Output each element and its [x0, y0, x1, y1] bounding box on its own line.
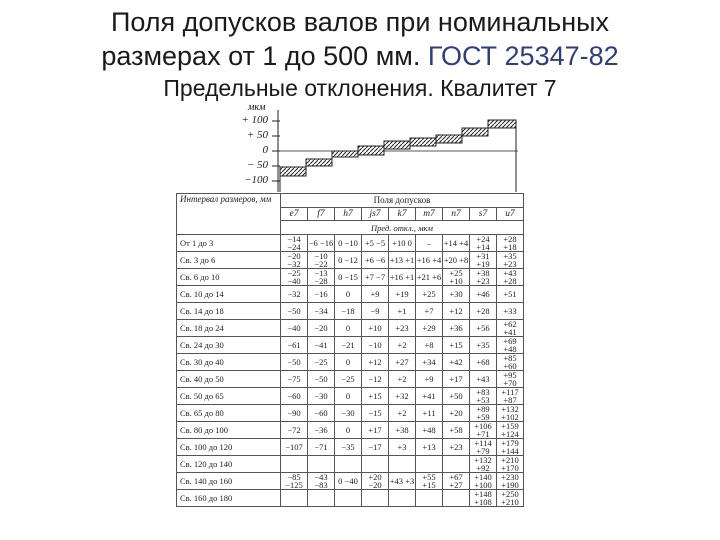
deviation-cell: +25	[416, 286, 443, 303]
row-size-interval: Св. 50 до 65	[177, 388, 281, 405]
deviation-cell	[416, 456, 443, 473]
deviation-cell: −43 −83	[308, 473, 335, 490]
zone-u7	[488, 120, 516, 128]
deviation-cell: −15	[362, 405, 389, 422]
deviation-cell: +48	[416, 422, 443, 439]
table-row	[177, 286, 524, 303]
deviation-cell: +2	[389, 405, 416, 422]
deviation-cell: +28	[470, 303, 497, 320]
deviation-cell: +148 +108	[470, 490, 497, 507]
deviation-cell: 0	[335, 422, 362, 439]
zone-h7	[332, 151, 358, 157]
row-size-interval: Св. 30 до 40	[177, 354, 281, 371]
table-body	[177, 235, 524, 507]
column-header-js7: js7	[362, 207, 389, 221]
deviation-cell: +2	[389, 337, 416, 354]
header-deviations: Пред. откл., мкм	[281, 221, 524, 235]
row-size-interval: Св. 80 до 100	[177, 422, 281, 439]
table-row	[177, 388, 524, 405]
deviation-cell: −40	[281, 320, 308, 337]
table-row	[177, 371, 524, 388]
deviation-cell: +38	[389, 422, 416, 439]
deviation-cell: −17	[362, 439, 389, 456]
deviation-cell: −14 −24	[281, 235, 308, 252]
subtitle: Предельные отклонения. Квалитет 7	[163, 75, 557, 101]
row-size-interval: Св. 160 до 180	[177, 490, 281, 507]
column-header-m7: m7	[416, 207, 443, 221]
row-size-interval: Св. 100 до 120	[177, 439, 281, 456]
deviation-cell: −30	[335, 405, 362, 422]
deviation-cell: +89 +59	[470, 405, 497, 422]
table-row	[177, 269, 524, 286]
deviation-cell: +27	[389, 354, 416, 371]
deviation-cell: −50	[281, 303, 308, 320]
column-header-f7: f7	[308, 207, 335, 221]
deviation-cell: −72	[281, 422, 308, 439]
deviation-cell: +41	[416, 388, 443, 405]
deviation-cell	[281, 490, 308, 507]
deviation-cell: +10	[362, 320, 389, 337]
table-row	[177, 303, 524, 320]
deviation-cell: +35	[470, 337, 497, 354]
deviation-cell: −25 −40	[281, 269, 308, 286]
deviation-cell: +46	[470, 286, 497, 303]
deviation-cell: +23	[389, 320, 416, 337]
row-size-interval: Св. 40 до 50	[177, 371, 281, 388]
zone-m7	[410, 138, 436, 146]
deviation-cell: +20 +8	[443, 252, 470, 269]
table-row	[177, 490, 524, 507]
row-size-interval: Св. 18 до 24	[177, 320, 281, 337]
deviation-cell: +7 −7	[362, 269, 389, 286]
deviation-cell: −9	[362, 303, 389, 320]
deviation-cell: +9	[416, 371, 443, 388]
deviation-cell: −25	[308, 354, 335, 371]
deviation-cell: −50	[308, 371, 335, 388]
deviation-cell: +25 +10	[443, 269, 470, 286]
deviation-cell: +29	[416, 320, 443, 337]
deviation-cell: −6 −16	[308, 235, 335, 252]
deviation-cell: +42	[443, 354, 470, 371]
deviation-cell: +16 +4	[416, 252, 443, 269]
deviation-cell: −10	[362, 337, 389, 354]
deviation-cell: −107	[281, 439, 308, 456]
deviation-cell: 0 −10	[335, 235, 362, 252]
row-size-interval: Св. 3 до 6	[177, 252, 281, 269]
deviation-cell: +95 +70	[497, 371, 524, 388]
deviation-cell: +106 +71	[470, 422, 497, 439]
table-row	[177, 422, 524, 439]
deviation-cell: +43 +3	[389, 473, 416, 490]
zone-s7	[462, 128, 488, 136]
title-standard: ГОСТ 25347-82	[427, 41, 619, 71]
deviation-cell: +159 +124	[497, 422, 524, 439]
table-row	[177, 439, 524, 456]
deviation-cell: −20	[308, 320, 335, 337]
title-size-range: размерах от 1 до 500 мм.	[101, 41, 421, 71]
deviation-cell: −13 −28	[308, 269, 335, 286]
deviation-cell: +33	[497, 303, 524, 320]
deviation-cell: +13	[416, 439, 443, 456]
deviation-cell: +12	[443, 303, 470, 320]
deviation-cell: +12	[362, 354, 389, 371]
deviation-cell: +1	[389, 303, 416, 320]
header-size-interval: Интервал размеров, мм	[177, 194, 281, 235]
diagram-unit-label: мкм	[248, 102, 266, 113]
deviation-cell: −21	[335, 337, 362, 354]
deviation-cell	[389, 456, 416, 473]
deviation-cell: −32	[281, 286, 308, 303]
deviation-cell: +30	[443, 286, 470, 303]
deviation-cell: +56	[470, 320, 497, 337]
deviation-cell: +83 +53	[470, 388, 497, 405]
deviation-cell: −71	[308, 439, 335, 456]
column-header-k7: k7	[389, 207, 416, 221]
deviation-cell: −16	[308, 286, 335, 303]
table-row	[177, 235, 524, 252]
deviation-cell: +9	[362, 286, 389, 303]
table-row	[177, 320, 524, 337]
table-row	[177, 252, 524, 269]
row-size-interval: Св. 120 до 140	[177, 456, 281, 473]
deviation-cell	[416, 490, 443, 507]
zone-n7	[436, 135, 462, 143]
table-row	[177, 354, 524, 371]
deviation-cell: +114 +79	[470, 439, 497, 456]
deviation-cell	[389, 490, 416, 507]
deviation-cell: −60	[308, 405, 335, 422]
tolerance-zone-steps	[280, 120, 516, 192]
table-row	[177, 405, 524, 422]
zone-k7	[384, 141, 410, 149]
deviation-cell: +36	[443, 320, 470, 337]
table-row	[177, 473, 524, 490]
axis-tick-plus-50: + 50	[246, 129, 268, 141]
deviation-cell: +14 +4	[443, 235, 470, 252]
deviation-cell: +10 0	[389, 235, 416, 252]
deviation-cell: +51	[497, 286, 524, 303]
deviation-cell	[362, 456, 389, 473]
deviation-cell: 0 −12	[335, 252, 362, 269]
deviation-cell: +62 +41	[497, 320, 524, 337]
row-size-interval: Св. 65 до 80	[177, 405, 281, 422]
zone-e7	[280, 167, 306, 176]
deviation-cell: +67 +27	[443, 473, 470, 490]
deviation-cell: −85 −125	[281, 473, 308, 490]
column-header-u7: u7	[497, 207, 524, 221]
deviation-cell	[443, 456, 470, 473]
deviation-cell: −25	[335, 371, 362, 388]
deviation-cell: −10 −22	[308, 252, 335, 269]
axis-tick-zero: 0	[262, 144, 268, 156]
deviation-cell: +34	[416, 354, 443, 371]
deviation-cell: +117 +87	[497, 388, 524, 405]
deviation-cell: +43	[470, 371, 497, 388]
column-header-e7: e7	[281, 207, 308, 221]
title-line-2	[0, 40, 720, 72]
deviation-cell: –	[416, 235, 443, 252]
deviation-cell: +35 +23	[497, 252, 524, 269]
table-row	[177, 337, 524, 354]
deviation-cell: +11	[416, 405, 443, 422]
deviation-cell: +16 +1	[389, 269, 416, 286]
deviation-cell: +132 +92	[470, 456, 497, 473]
deviation-cell	[281, 456, 308, 473]
deviation-cell	[335, 456, 362, 473]
deviation-cell: +24 +14	[470, 235, 497, 252]
deviation-cell: +32	[389, 388, 416, 405]
column-header-h7: h7	[335, 207, 362, 221]
deviation-cell	[308, 490, 335, 507]
column-header-s7: s7	[470, 207, 497, 221]
deviation-cell: +43 +28	[497, 269, 524, 286]
deviation-cell: +5 −5	[362, 235, 389, 252]
deviation-cell: +55 +15	[416, 473, 443, 490]
deviation-cell: +68	[470, 354, 497, 371]
deviation-cell: +179 +144	[497, 439, 524, 456]
row-size-interval: Св. 140 до 160	[177, 473, 281, 490]
deviation-cell: −12	[362, 371, 389, 388]
deviation-cell	[362, 490, 389, 507]
deviation-cell: +21 +6	[416, 269, 443, 286]
deviation-cell: +6 −6	[362, 252, 389, 269]
zone-js7	[358, 146, 384, 155]
deviation-cell: −50	[281, 354, 308, 371]
deviation-cell: +58	[443, 422, 470, 439]
deviation-cell: −75	[281, 371, 308, 388]
deviation-cell: −41	[308, 337, 335, 354]
deviation-cell: 0	[335, 354, 362, 371]
deviation-cell: −34	[308, 303, 335, 320]
row-size-interval: Св. 14 до 18	[177, 303, 281, 320]
row-size-interval: Св. 24 до 30	[177, 337, 281, 354]
deviation-cell: +38 +23	[470, 269, 497, 286]
header-tolerance-fields: Поля допусков	[281, 194, 524, 208]
deviation-cell: −20 −32	[281, 252, 308, 269]
deviation-cell: −61	[281, 337, 308, 354]
zone-f7	[306, 159, 332, 166]
row-size-interval: Св. 6 до 10	[177, 269, 281, 286]
deviation-cell	[308, 456, 335, 473]
table-row	[177, 456, 524, 473]
deviation-cell: −18	[335, 303, 362, 320]
deviation-cell: +23	[443, 439, 470, 456]
deviation-cell: 0 −40	[335, 473, 362, 490]
deviation-cell: +20 −20	[362, 473, 389, 490]
deviation-cell: +2	[389, 371, 416, 388]
deviation-cell: 0	[335, 320, 362, 337]
deviation-cell: +230 +190	[497, 473, 524, 490]
deviation-cell: +17	[443, 371, 470, 388]
deviation-cell: 0	[335, 286, 362, 303]
row-size-interval: От 1 до 3	[177, 235, 281, 252]
deviation-cell: +132 +102	[497, 405, 524, 422]
tolerance-table	[176, 193, 524, 507]
deviation-cell: −90	[281, 405, 308, 422]
column-header-n7: n7	[443, 207, 470, 221]
deviation-cell: +19	[389, 286, 416, 303]
axis-tick-minus-100: −100	[244, 174, 268, 186]
deviation-cell: +250 +210	[497, 490, 524, 507]
deviation-cell: −30	[308, 388, 335, 405]
deviation-cell: −60	[281, 388, 308, 405]
deviation-cell: +85 +60	[497, 354, 524, 371]
deviation-cell: +28 +18	[497, 235, 524, 252]
deviation-cell: +15	[443, 337, 470, 354]
deviation-cell: −35	[335, 439, 362, 456]
deviation-cell: +69 +48	[497, 337, 524, 354]
deviation-cell: 0 −15	[335, 269, 362, 286]
deviation-cell	[443, 490, 470, 507]
deviation-cell: +3	[389, 439, 416, 456]
deviation-cell: +50	[443, 388, 470, 405]
deviation-cell: +15	[362, 388, 389, 405]
deviation-cell: −36	[308, 422, 335, 439]
deviation-cell: +7	[416, 303, 443, 320]
deviation-cell	[335, 490, 362, 507]
row-size-interval: Св. 10 до 14	[177, 286, 281, 303]
deviation-cell: +210 +170	[497, 456, 524, 473]
deviation-cell: +31 +19	[470, 252, 497, 269]
axis-tick-plus-100: + 100	[241, 114, 268, 126]
deviation-cell: +8	[416, 337, 443, 354]
title-line-1: Поля допусков валов при номинальных	[110, 7, 610, 37]
tolerance-zone-diagram	[270, 108, 520, 194]
deviation-cell: 0	[335, 388, 362, 405]
deviation-cell: +17	[362, 422, 389, 439]
deviation-cell: +13 +1	[389, 252, 416, 269]
axis-tick-minus-50: − 50	[246, 159, 268, 171]
deviation-cell: +140 +100	[470, 473, 497, 490]
deviation-cell: +20	[443, 405, 470, 422]
